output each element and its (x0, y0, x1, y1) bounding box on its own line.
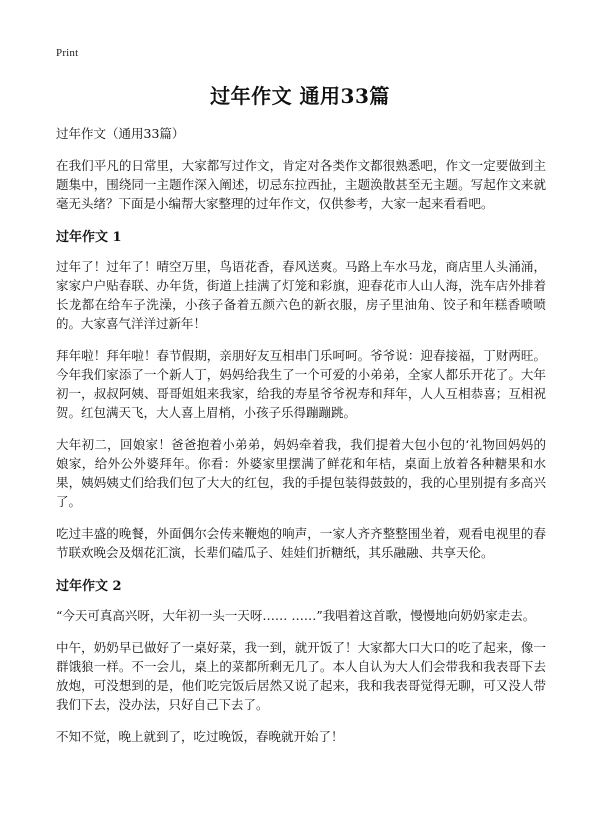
print-link[interactable]: Print (56, 47, 79, 59)
section-paragraph: “今天可真高兴呀，大年初一头一天呀…… ……”我唱着这首歌，慢慢地向奶奶家走去。 (56, 608, 536, 623)
section-paragraph: 中午，奶奶早已做好了一桌好菜，我一到，就开饭了！大家都大口大口的吃了起来，像一群饿狼一样。不一会儿，桌上的菜都所剩无几了。本人自认为大人们会带我和我表哥下去放炮，可没想到的是，他们吃完饭后居然又说了起来，我和我表哥觉得无聊，可又没人带我们下去，没办法，只好自己下去了。 (56, 640, 546, 712)
section-paragraph: 不知不觉，晚上就到了，吃过晚饭，春晚就开始了！ (56, 729, 344, 744)
intro-paragraph: 在我们平凡的日常里，大家都写过作文，肯定对各类作文都很熟悉吧，作文一定要做到主题集中，围绕同一主题作深入阐述，切忌东拉西扯，主题涣散甚至无主题。写起作文来就毫无头绪？下面是小编帮大家整理的过年作文，仅供参考，大家一起来看看吧。 (56, 158, 546, 211)
section-paragraph: 拜年啦！拜年啦！春节假期，亲朋好友互相串门乐呵呵。爷爷说：迎春接福，丁财两旺。今年我们家添了一个新人丁，妈妈给我生了一个可爱的小弟弟，全家人都乐开花了。大年初一，叔叔阿姨、哥哥姐姐来我家，给我的寿星爷爷祝寿和拜年，人人互相恭喜；互相祝贺。红包满天飞，大人喜上眉梢，小孩子乐得蹦蹦跳。 (56, 348, 546, 420)
section-paragraph: 过年了！过年了！晴空万里，鸟语花香，春风送爽。马路上车水马龙，商店里人头涌涌，家家户户贴春联、办年货，街道上挂满了灯笼和彩旗，迎春花市人山人海，洗车店外排着长龙都在给车子洗澡，小孩子备着五颜六色的新衣服，房子里油角、饺子和年糕香喷喷的。大家喜气洋洋过新年！ (56, 259, 546, 331)
document-subtitle: 过年作文（通用33篇） (56, 126, 185, 141)
section-paragraph: 吃过丰盛的晚餐，外面偶尔会传来鞭炮的响声，一家人齐齐整整围坐着，观看电视里的春节联欢晚会及烟花汇演，长辈们磕瓜子、娃娃们折糖纸，其乐融融、共享天伦。 (56, 526, 546, 560)
section-heading: 过年作文 1 (56, 230, 122, 245)
document-title: 过年作文 通用33篇 (210, 84, 390, 108)
document-body (56, 124, 546, 759)
section-heading: 过年作文 2 (56, 579, 122, 594)
section-paragraph: 大年初二，回娘家！爸爸抱着小弟弟，妈妈牵着我，我们提着大包小包的‘礼物回妈妈的娘家，给外公外婆拜年。你看：外婆家里摆满了鲜花和年桔，桌面上放着各种糖果和水果，姨妈姨丈们给我们包了大大的红包，我的手提包装得鼓鼓的，我的心里别提有多高兴了。 (56, 437, 546, 509)
